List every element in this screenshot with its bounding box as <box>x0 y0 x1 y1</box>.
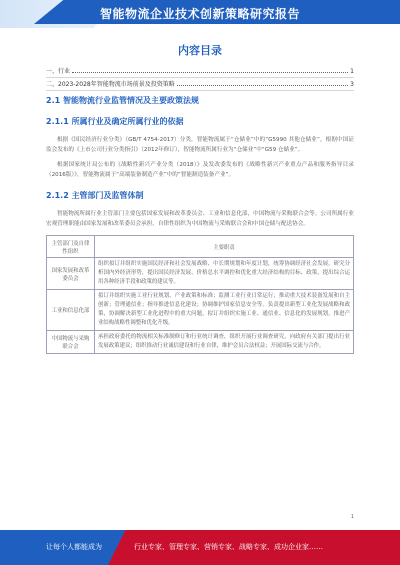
table-cell-dept: 国家发展和改革委员会 <box>47 258 95 290</box>
toc-entry[interactable] <box>46 81 354 91</box>
paragraph: 根据国家统计局公布的《战略性新兴产业分类（2018）》及发改委发布的《战略性新兴产业重点产品和服务指导目录（2016版）》，智能物流属于“高端装备制造产业”中的“智能制造装备产业”。 <box>46 162 354 178</box>
table-header-dept: 主管部门及自律性组织 <box>47 236 95 258</box>
toc-title: 内容目录 <box>178 44 222 57</box>
top-banner <box>0 0 400 28</box>
table-row <box>47 258 354 290</box>
section-heading-2-1-2: 2.1.2 主管部门及监管体制 <box>46 191 144 200</box>
section-heading-2-1-1: 2.1.1 所属行业及确定所属行业的依据 <box>46 117 184 126</box>
toc-entry[interactable] <box>46 68 354 78</box>
regulator-table <box>46 235 354 354</box>
table-cell-dept: 工业和信息化部 <box>47 290 95 331</box>
toc-entry-label: 一、行业 <box>46 68 71 75</box>
toc-leader-dots <box>177 85 348 86</box>
toc-entry-page: 3 <box>350 81 354 88</box>
table-row <box>47 331 354 354</box>
section-heading-2-1: 2.1 智能物流行业监管情况及主要政策法规 <box>46 96 199 105</box>
bottom-banner <box>0 530 400 565</box>
toc-entry-page: 1 <box>350 68 354 75</box>
document-body <box>46 36 354 354</box>
table-header-row <box>47 236 354 258</box>
table-cell-duty: 承担政府委托的物流相关标准制修订和行业统计调查，组织开展行业调查研究，向政府有关部门提出行业发展政策建议；组织推动行业诚信建设和行业自律，维护会员合法权益；开展国际交流与合作。 <box>95 331 354 354</box>
paragraph: 根据《国民经济行业分类》（GB/T 4754-2017）分类，智能物流属于“仓储业”中的“G5990 其他仓储业”，根据中国证监会发布的《上市公司行业分类指引》（2012年修订），智能物流所属行业为“仓储业”中“G59 仓储业”。 <box>46 137 354 153</box>
table-row <box>47 290 354 331</box>
report-title: 智能物流企业技术创新策略研究报告 <box>99 7 300 21</box>
footer-slogan-right: 行业专家、管理专家、营销专家、战略专家、成功企业家…… <box>134 543 323 551</box>
table-header-duty: 主要职责 <box>95 236 354 258</box>
footer-slogan-left: 让每个人都能成为 <box>46 543 102 551</box>
table-cell-dept: 中国物流与采购联合会 <box>47 331 95 354</box>
paragraph: 智能物流所属行业主管部门主要包括国家发展和改革委员会、工业和信息化部，中国物流与采购联合会等。公司所属行业宏观管理职能由国家发展和改革委员会承担，自律性组织为中国物流与采购联合会和中国仓储与配送协会。 <box>46 211 354 227</box>
table-cell-duty: 拟订并组织实施工业行业规划、产业政策和标准；监测工业行业日常运行；推动重大技术装备发展和自主创新；管理通信业；指导推进信息化建设；协调维护国家信息安全等。负责提出新型工业化发展战略和政策，协调解决新型工业化进程中的重大问题，拟订并组织实施工业、通信业、信息化的发展规划，推进产业结构战略性调整和优化升级。 <box>95 290 354 331</box>
toc-entry-label: 二、2023-2028年智能物流市场前景及投资策略 <box>46 81 175 88</box>
page-number: 1 <box>350 514 354 520</box>
toc-leader-dots <box>72 72 348 73</box>
table-cell-duty: 组织拟订并组织实施国民经济和社会发展战略、中长期规划和年度计划，统筹协调经济社会发展，研究分析国内外经济形势，提出国民经济发展、价格总水平调控和优化重大经济结构的目标、政策，提出综合运用各种经济手段和政策的建议等。 <box>95 258 354 290</box>
